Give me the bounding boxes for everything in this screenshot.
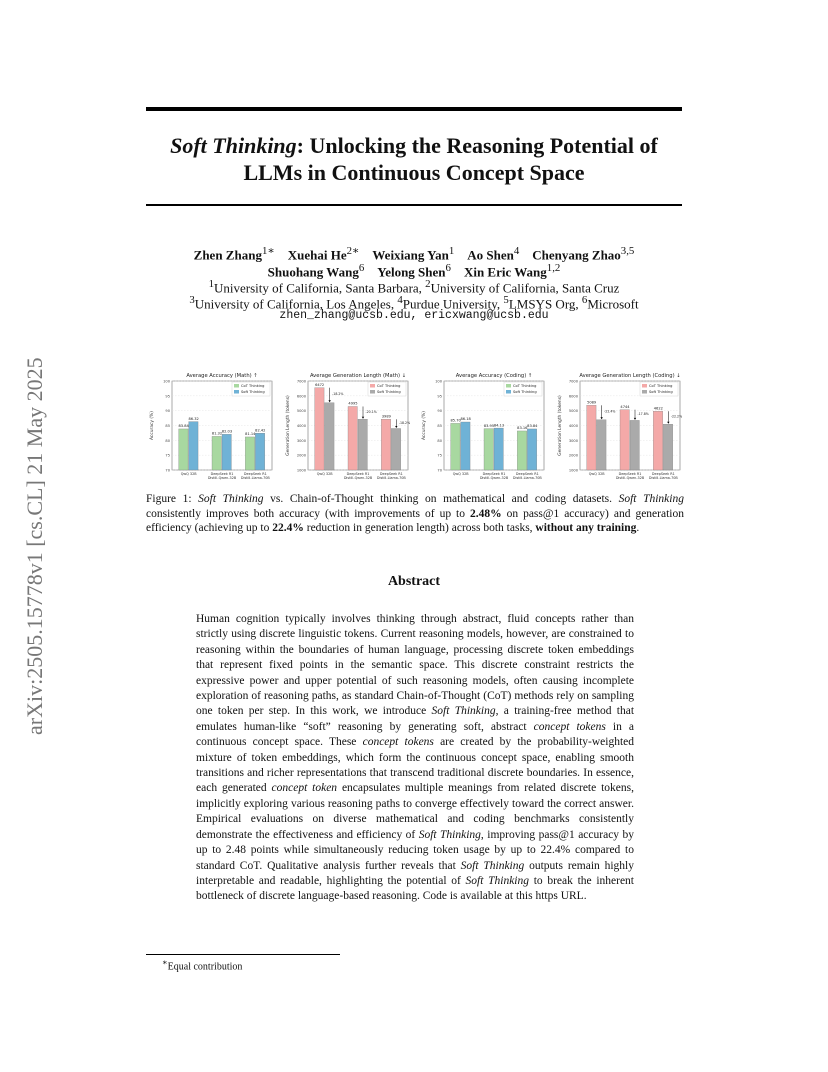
abstract-text: , improving pass@1 accuracy by up to 2.48 points while simultaneously reducing token usage by up to 22.4% compared to standard CoT. Qualitative analysis further reveals that (196, 828, 634, 872)
bar (381, 419, 390, 470)
bar-value-label: 3989 (381, 414, 391, 419)
affiliation-text: Purdue University, (402, 296, 504, 312)
x-tick-label: Distill-Qwen-32B (207, 476, 237, 480)
footnote-rule (146, 954, 340, 955)
y-tick-label: 3000 (296, 438, 306, 443)
footnote-mark: ∗ (162, 958, 168, 967)
author-name: Xin Eric Wang (463, 264, 547, 280)
legend-label: CoT Thinking (513, 384, 537, 389)
reduction-label: -18.2% (332, 392, 344, 397)
y-tick-label: 85 (165, 424, 170, 428)
bar-value-label: 86.32 (188, 416, 199, 421)
bar-value-label: 86.18 (460, 417, 471, 422)
bar-value-label: 83.84 (178, 424, 189, 429)
legend-swatch (642, 390, 647, 394)
x-tick-label: DeepSeek R1 (515, 472, 539, 476)
y-tick-label: 4000 (568, 424, 578, 428)
bar-value-label: 82.03 (221, 429, 233, 434)
chart-panel (557, 373, 682, 480)
abstract-italic: concept tokens (362, 736, 434, 749)
abstract-text: , a training-free method that emulates human-like “soft” reasoning by generating soft, abstract (196, 705, 635, 733)
bar (451, 423, 460, 470)
y-tick-label: 6000 (296, 394, 306, 399)
y-tick-label: 90 (437, 409, 442, 414)
reduction-arrowhead (634, 418, 636, 420)
chart-title: Average Accuracy (Coding) ↑ (455, 373, 533, 379)
affil-sup: 1 (208, 278, 214, 290)
author-name: Ao Shen (467, 247, 514, 263)
bar (325, 403, 334, 470)
affil-sup: 6 (581, 294, 588, 306)
figure-1-charts (144, 368, 688, 486)
y-tick-label: 2000 (296, 453, 306, 458)
chart-ylabel: Generation Length (tokens) (558, 395, 563, 456)
affil-sup: 4 (397, 294, 403, 306)
y-tick-label: 80 (437, 438, 442, 443)
x-tick-label: DeepSeek R1 (243, 472, 267, 476)
abstract-italic: Soft Thinking (418, 828, 481, 841)
affil-sup: 5 (503, 294, 509, 306)
caption-text: on pass@1 accuracy) and generation efficiency (achieving up to (146, 507, 684, 534)
legend-swatch (506, 390, 511, 394)
reduction-label: -18.2% (398, 420, 411, 425)
bar-value-label: 85.70 (450, 418, 461, 423)
chart-panel (149, 373, 272, 480)
bar (358, 419, 367, 470)
x-tick-label: DeepSeek R1 (618, 472, 642, 476)
abstract-italic: Soft Thinking (465, 874, 529, 887)
title-italic: Soft Thinking (170, 133, 297, 158)
abstract-text: encapsulates multiple meanings from related discrete tokens, implicitly exploring various reasoning paths to converge effectively toward the correct answer. Empirical evaluations on diverse mathematical and coding benchmarks consistently demonstrate the effectiveness and efficiency of (196, 782, 634, 841)
reduction-arrowhead (667, 422, 669, 424)
reduction-label: -22.4% (604, 409, 616, 414)
bar-value-label: 82.42 (255, 428, 266, 433)
affiliation-text: University of California, Los Angeles, (194, 296, 398, 312)
bar-value-label: 5089 (587, 400, 597, 405)
y-tick-label: 100 (435, 379, 442, 384)
x-tick-label: DeepSeek R1 (651, 472, 675, 476)
legend-label: Soft Thinking (377, 390, 401, 395)
bar (255, 433, 264, 470)
abstract-text: in a continuous concept space. These (196, 720, 634, 749)
y-tick-label: 7000 (568, 379, 578, 384)
y-tick-label: 75 (437, 453, 442, 458)
author-sup: 3,5 (620, 245, 635, 257)
affil-sup: 2 (425, 278, 431, 290)
y-tick-label: 1000 (296, 468, 306, 473)
x-tick-label: Distill-Qwen-32B (479, 476, 509, 480)
title-top-rule (146, 107, 682, 111)
title-rest: : Unlocking the Reasoning Potential of LLMs in Continuous Concept Space (243, 133, 658, 185)
x-tick-label: DeepSeek R1 (346, 472, 370, 476)
abstract-italic: concept tokens (533, 720, 606, 733)
author-name: Xuehai He (287, 247, 347, 263)
author-name: Chenyang Zhao (532, 247, 621, 263)
y-tick-label: 4000 (296, 424, 306, 428)
legend-swatch (234, 384, 239, 388)
legend-label: CoT Thinking (649, 384, 673, 389)
reduction-label: -22.2% (670, 414, 683, 419)
caption-label: Figure 1: (146, 493, 199, 505)
affil-sup: 3 (189, 294, 195, 306)
bar-value-label: 83.84 (527, 424, 538, 429)
caption-italic: Soft Thinking (618, 493, 684, 505)
caption-text: vs. Chain-of-Thought thinking on mathematical and coding datasets. (263, 493, 619, 505)
legend-swatch (506, 384, 511, 388)
bar-value-label: 6472 (315, 382, 325, 387)
abstract-italic: concept token (271, 782, 338, 795)
legend-swatch (370, 390, 375, 394)
bar-value-label: 83.16 (517, 426, 528, 431)
bar (653, 411, 662, 470)
reduction-label: -20.1% (365, 409, 377, 414)
affiliation-text: Microsoft (587, 296, 639, 312)
abstract-italic: Soft Thinking (431, 705, 496, 718)
legend-label: CoT Thinking (377, 384, 401, 389)
legend-swatch (234, 390, 239, 394)
caption-text: reduction in generation length) across both tasks, (303, 522, 536, 534)
bar (391, 429, 400, 470)
caption-bold: 2.48% (469, 507, 502, 520)
reduction-arrowhead (395, 426, 397, 428)
y-tick-label: 85 (437, 424, 442, 428)
chart-panel (421, 373, 544, 480)
y-tick-label: 80 (165, 438, 170, 443)
author-name: Weixiang Yan (372, 247, 449, 263)
reduction-arrowhead (362, 417, 364, 419)
legend-label: Soft Thinking (513, 390, 537, 395)
abstract-italic: Soft Thinking (460, 859, 525, 872)
x-tick-label: QwQ 32B (180, 472, 197, 476)
chart-title: Average Accuracy (Math) ↑ (186, 373, 258, 379)
chart-ylabel: Accuracy (%) (150, 410, 155, 441)
legend-label: Soft Thinking (241, 390, 265, 395)
bar (494, 428, 503, 470)
x-tick-label: DeepSeek R1 (379, 472, 403, 476)
x-tick-label: QwQ 32B (452, 472, 469, 476)
y-tick-label: 90 (165, 409, 170, 414)
bar (527, 429, 536, 470)
author-sup: 2∗ (346, 245, 360, 257)
bar (630, 420, 639, 470)
bar (348, 406, 357, 470)
author-name: Zhen Zhang (193, 247, 262, 263)
reduction-arrowhead (328, 400, 330, 402)
y-tick-label: 100 (163, 379, 170, 384)
author-name: Shuohang Wang (267, 264, 359, 280)
x-tick-label: Distill-Llama-70B (512, 476, 542, 480)
bar-value-label: 84.13 (493, 423, 505, 428)
caption-bold: 22.4% (272, 522, 304, 534)
x-tick-label: DeepSeek R1 (210, 472, 234, 476)
author-sup: 1∗ (261, 245, 275, 257)
author-sup: 1 (448, 245, 455, 257)
y-tick-label: 70 (437, 468, 442, 473)
bar (587, 405, 596, 470)
chart-ylabel: Accuracy (%) (422, 410, 427, 441)
bar (461, 422, 470, 470)
bar-value-label: 4744 (620, 404, 630, 409)
bar (179, 429, 188, 470)
y-tick-label: 7000 (296, 379, 306, 384)
bar (245, 437, 254, 470)
bar-value-label: 4995 (348, 401, 358, 406)
y-tick-label: 2000 (568, 453, 578, 458)
y-tick-label: 5000 (296, 409, 306, 414)
chart-title: Average Generation Length (Math) ↓ (309, 373, 407, 379)
author-sup: 4 (513, 245, 520, 257)
legend-swatch (642, 384, 647, 388)
y-tick-label: 95 (165, 394, 170, 399)
abstract-text: are created by the probability-weighted mixture of token embeddings, which form the continuous concept space, enabling smooth transitions and richer representations that transcend traditional discrete boundaries. In essence, each generated (196, 736, 634, 795)
bar (315, 388, 324, 470)
bar (484, 429, 493, 470)
chart-title: Average Generation Length (Coding) ↓ (579, 373, 681, 379)
abstract-heading: Abstract (387, 574, 441, 589)
author-sup: 6 (358, 262, 365, 274)
bar (663, 424, 672, 470)
bar-value-label: 4622 (653, 406, 663, 411)
y-tick-label: 6000 (568, 394, 578, 399)
caption-bold: without any training (535, 522, 637, 534)
reduction-label: -17.8% (637, 412, 649, 417)
y-tick-label: 75 (165, 453, 170, 458)
affiliation-text: LMSYS Org, (508, 296, 582, 312)
x-tick-label: Distill-Llama-70B (376, 476, 406, 480)
legend-swatch (370, 384, 375, 388)
abstract-body (196, 612, 634, 905)
affiliation-text: University of California, Santa Cruz (430, 280, 620, 296)
bar (212, 436, 221, 470)
y-tick-label: 5000 (568, 409, 578, 414)
abstract-text: to break the inherent bottleneck of discrete language-based reasoning. Code is available at this https URL. (196, 874, 635, 903)
x-tick-label: Distill-Llama-70B (648, 476, 678, 480)
bar-value-label: 81.14 (245, 432, 256, 437)
y-tick-label: 70 (165, 468, 170, 473)
x-tick-label: QwQ 32B (588, 472, 605, 476)
paper-title (146, 132, 682, 186)
x-tick-label: Distill-Llama-70B (240, 476, 270, 480)
footnote-text: Equal contribution (167, 961, 243, 973)
legend-label: Soft Thinking (649, 390, 673, 395)
author-sup: 6 (445, 262, 451, 274)
y-tick-label: 1000 (568, 468, 578, 473)
bar (222, 434, 231, 470)
bar-value-label: 81.32 (211, 431, 223, 436)
x-tick-label: QwQ 32B (316, 472, 333, 476)
author-sup: 1,2 (546, 262, 561, 274)
title-bottom-rule (146, 204, 682, 206)
x-tick-label: Distill-Qwen-32B (615, 476, 645, 480)
caption-text: . (636, 522, 640, 534)
chart-panel (285, 373, 410, 480)
legend-label: CoT Thinking (241, 384, 265, 389)
bar (189, 422, 198, 470)
caption-text: consistently improves both accuracy (with improvements of up to (146, 507, 470, 520)
y-tick-label: 3000 (568, 438, 578, 443)
bar (597, 420, 606, 470)
bar-value-label: 83.95 (483, 423, 495, 428)
arxiv-sidebar-id: arXiv:2505.15778v1 [cs.CL] 21 May 2025 (22, 357, 47, 735)
chart-ylabel: Generation Length (tokens) (286, 395, 291, 456)
abstract-text: outputs remain highly interpretable and readable, highlighting the potential of (196, 859, 635, 887)
caption-italic: Soft Thinking (198, 493, 264, 505)
footnote (162, 957, 242, 972)
bar (620, 410, 629, 470)
x-tick-label: DeepSeek R1 (482, 472, 506, 476)
author-emails: zhen_zhang@ucsb.edu, ericxwang@ucsb.edu (279, 309, 549, 322)
author-name: Yelong Shen (377, 264, 446, 280)
affiliation-text: University of California, Santa Barbara, (213, 280, 426, 296)
y-tick-label: 95 (437, 394, 442, 399)
abstract-text: Human cognition typically involves thinking through abstract, fluid concepts rather than strictly using discrete linguistic tokens. Current reasoning models, however, are constrained to reasoning within the boundaries of human language, processing discrete token embeddings that represent fixed points in the semantic space. This discrete constraint restricts the expressive power and upper potential of such reasoning models, often causing incomplete exploration of reasoning paths, as standard Chain-of-Thought (CoT) methods rely on sampling one token per step. In this work, we introduce (196, 613, 634, 718)
x-tick-label: Distill-Qwen-32B (343, 476, 373, 480)
figure-caption (146, 492, 684, 536)
reduction-arrowhead (600, 417, 602, 419)
bar (517, 431, 526, 470)
